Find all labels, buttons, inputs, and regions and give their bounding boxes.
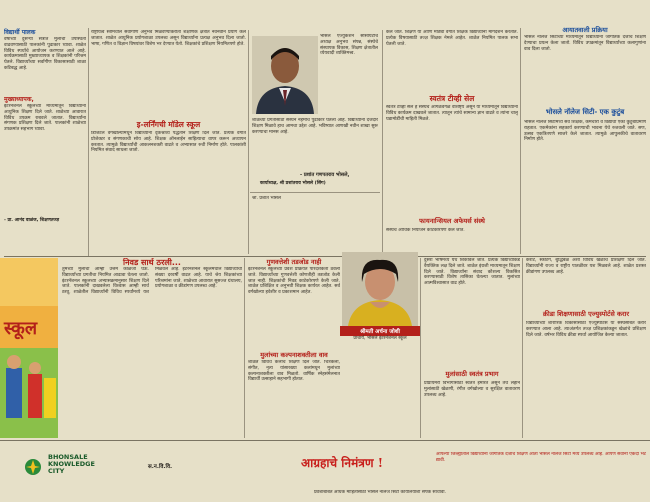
profile-body: शाळेच्या प्रगतीसाठी संस्थेने नेहमीच पुढाकार घेतला आहे. विद्यार्थ्यांना दर्जेदार शिक्षण मिळावे हाच आमचा उद्देश आहे. भविष्यात आणखी नवीन शाखा सुरू करण्याचा मानस आहे. (252, 118, 378, 135)
top-left-headline-1: विद्यार्थी पालक (4, 29, 36, 36)
divider (248, 30, 249, 254)
divider (88, 28, 89, 256)
column-4-headline-1: स्वतंत्र टीव्ही सेल (429, 94, 475, 103)
column-5 (524, 26, 646, 254)
divider (250, 192, 380, 193)
mid-right-b-body-2: विद्यार्थ्यांच्या शारीरिक विकासासाठी एज्युस्पोर्टस या संस्थेसोबत करार करण्यात आला आहे. त्याअंतर्गत तज्ज्ञ प्रशिक्षकांकडून खेळांचे प्रशिक्षण दिले जाते. वर्षभर विविध क्रीडा स्पर्धा आयोजित केल्या जातात. (526, 321, 646, 338)
school-banner (0, 258, 58, 438)
top-left-signature: - प्रा. आनंद वाळंज, शिक्षणतज्ज्ञ (4, 218, 60, 223)
mid-right-b-article (526, 258, 646, 438)
brand-mid: KNOWLEDGE (48, 460, 95, 468)
column-3-lower (252, 196, 378, 254)
column-2-headline: इ-लर्निंगची मॉडेल स्कूल (136, 120, 201, 129)
brand-top: BHONSALE (48, 453, 88, 461)
mid-left-headline: निवड सार्थ ठरली... (123, 258, 181, 267)
brand-name (48, 454, 120, 475)
profile-intro: भोसले एज्युकेशन सोसायटीचे अध्यक्ष अनुभव संपन्न, संस्थेचे संस्थापक विकास, शिक्षण क्षेत्रातील ध्येयवादी व्यक्तिमत्त्व. (320, 34, 378, 57)
column-4-body-1: केले जाते. शिक्षण या आणि मोठ्या वर्गात शिक्षक विद्यार्थ्यांना मार्गदर्शन करतात. प्रत्येक विषयासाठी तज्ज्ञ शिक्षक नेमले आहेत. शाळेत नियमित पालक सभा घेतली जाते. (386, 30, 518, 47)
divider (244, 258, 245, 438)
column-5-headline-2: भोसले नॉलेज सिटी- एक कुटुंब (545, 108, 625, 116)
profile-signature-role: कार्याध्यक्ष, श्री प्रशांतराव भोसले (सिंग) (260, 181, 326, 186)
section-divider (4, 256, 646, 257)
mid-center-body-2: शाळेत विविध कलांचे शिक्षण दिले जाते. चित्रकला, संगीत, नृत्य यांसारख्या कलांमधून मुलांच्या कल्पनाशक्तीला वाव मिळतो. वार्षिक स्नेहसंमेलनात विद्यार्थी उत्साहाने सहभागी होतात. (248, 360, 340, 383)
top-left-body-1: वर्षाच्या दुसऱ्या सत्रात मुलांची उपस्थिती वाढवण्यासाठी पालकांनी पुढाकार घ्यावा. शाळेत विविध स्पर्धांचे आयोजन करण्यात आले आहे. कार्यक्रमासाठी मुख्याध्यापक व शिक्षकांनी परिश्रम घेतले. विद्यार्थ्यांच्या सर्वांगीण विकासासाठी शाळा कटिबद्ध आहे. (4, 37, 86, 71)
mid-left-body: तुमच्या मुलांची आम्ही उत्तम काळजी घेऊ. विद्यार्थ्यांच्या प्रगतीचा नियमित आढावा घेतला जातो. इंटरनॅशनल स्कूलच्या अभ्यासक्रमानुसार शिक्षण दिले जाते. पालकांनी दाखवलेला विश्वास आम्ही सार्थ ठरवू. शाळेतील विद्यार्थ्यांनी विविध स्पर्धांमध्ये यश मिळवले आहे. इंटरनॅशनल स्कूलमधील विद्यार्थ्यांची संख्या दरवर्षी वाढत आहे. याचे श्रेय शिक्षकांच्या परिश्रमांना जाते. शाळेच्या आवारात सुसज्ज ग्रंथालय, प्रयोगशाळा व क्रीडांगण उपलब्ध आहे. (62, 267, 242, 296)
column-5-body-2: भोसले नॉलेज सिटीमध्ये सर्व शिक्षक, कर्मचारी व विद्यार्थी एका कुटुंबाप्रमाणे राहतात. एकमेकांना सहकार्य करण्याची भावना येथे रुजवली जाते. सण, उत्सव एकत्रितपणे साजरे केले जातात. त्यामुळे आपुलकीचे वातावरण निर्माण होते. (524, 120, 646, 143)
mid-right-b-headline: क्रीडा शिक्षणासाठी एज्युस्पोर्टसे करार (543, 310, 629, 318)
column-5-body-1: भोसले नॉलेज सिटीच्या माध्यमातून विद्यार्थ्यांना जागतिक दर्जाचे शिक्षण देण्याचा प्रयत्न केला जातो. विविध उपक्रमांतून विद्यार्थ्यांच्या कलागुणांना वाव दिला जातो. (524, 35, 646, 52)
mid-center-body-1: इंटरनॅशनल स्कूलच्या प्रवेश प्रक्रियेत पारदर्शकता ठेवली जाते. विद्यार्थ्यांच्या गुणवत्तेशी कोणतीही तडजोड केली जात नाही. शिक्षकांची निवड काटेकोरपणे केली जाते. शाळेत प्रशिक्षित व अनुभवी शिक्षक कार्यरत आहेत. सर्व वर्गखोल्या हवेशीर व प्रकाशमान आहेत. (248, 267, 340, 296)
invite-heading: आग्रहाचे निमंत्रण ! (301, 456, 383, 470)
column-5-headline-1: आयातवाली प्रक्रिया (562, 26, 608, 34)
divider (382, 30, 383, 254)
brand-bot: CITY (48, 467, 65, 475)
column-4-headline-2: फायनान्सियल अफेयर्स संस्थे (419, 217, 485, 225)
top-left-column (4, 28, 86, 256)
footer-bottom-text: प्रवेशाबाबत अधिक माहितीसाठी भोसले नॉलेज सिटी कार्यालयाशी संपर्क साधावा. (313, 490, 447, 495)
footer-divider (0, 440, 650, 441)
column-2-body-2: डिजिटल वर्गखोल्यांमधून विद्यार्थ्यांना दृकश्राव्य पद्धतीने शिक्षण दिले जाते. प्रत्येक वर्गात प्रोजेक्टर व संगणकाची सोय आहे. शिक्षक ऑनलाईन साहित्याचा वापर करून अध्यापन करतात. त्यामुळे विद्यार्थ्यांची आकलनशक्ती वाढते व अभ्यासात रुची निर्माण होते. पालकांशी नियमित संवाद साधला जातो. (91, 131, 246, 154)
brand-logo (24, 458, 42, 476)
divider (520, 28, 521, 254)
column-4-body-2: स्वतंत्र टीव्ही सेल हे संस्थेचे आगळेवेगळे वैशिष्ट्य असून या माध्यमातून विद्यार्थ्यांना विविध कार्यक्रम दाखवले जातात. त्यातून त्यांचे सामान्य ज्ञान वाढते व त्यांना चालू घडामोडींची माहिती मिळते. (386, 105, 518, 122)
profile-text: श्री. प्रशांत भोसले (252, 196, 282, 201)
column-4-body-3: संस्थेचे आर्थिक नियोजन काटेकोरपणे केले जाते. (386, 228, 465, 233)
principal-role: प्राचार्य, भोसले इंटरनॅशनल स्कूल (353, 336, 407, 341)
mid-right-a-headline: मुलांसाठी स्वतंत्र प्रभाग (445, 370, 499, 378)
divider (420, 258, 421, 438)
column-4 (386, 30, 518, 256)
mid-right-a-article (424, 258, 520, 438)
column-2-body-1: राष्ट्रीयत्व स्त्रीमधील सर्वांगीण अनुभव मिळवण्याकरीता शैक्षणिक क्षेत्रात नवनवीन प्रयोग केले जातात. शाळेत आधुनिक प्रयोगशाळा उपलब्ध असून विद्यार्थ्यांना प्रत्यक्ष अनुभव दिला जातो. भाषा, गणित व विज्ञान विषयांवर विशेष भर देण्यात येतो. शिक्षकांचे प्रशिक्षण नियमितपणे होते. (91, 30, 246, 47)
mid-right-b-body-1: कराटे, स्केटिंग, बुद्धिबळ अशा विविध खेळांचे प्रशिक्षण दिले जाते. विद्यार्थ्यांनी राज्य व राष्ट्रीय पातळीवर यश मिळवले आहे. शाळेत प्रशस्त क्रीडांगण उपलब्ध आहे. (526, 258, 646, 275)
mid-right-a-body-1: दुसरा भाषेमध्ये येथे शिकविले जाते. प्रत्येक विद्यार्थ्याकडे वैयक्तिक लक्ष दिले जाते. शाळेत इंग्रजी माध्यमातून शिक्षण दिले जाते. विद्यार्थ्यांना संवाद कौशल्य विकसित करण्यासाठी विशेष तासिका घेतल्या जातात. मुलांच्या आत्मविश्वासात वाढ होते. (424, 258, 520, 287)
school-banner-text: स्कूल (4, 318, 38, 339)
profile-photo (252, 36, 318, 114)
mid-center-headline-2: मुलांच्या कल्पनाशक्तीला वाव (260, 351, 328, 359)
mid-center-article (248, 258, 340, 438)
divider (522, 258, 523, 438)
mid-left-article (62, 258, 242, 438)
principal-photo (342, 252, 418, 326)
profile-signature: - प्रशांत गणपतराव भोसले, (300, 172, 350, 178)
mid-right-a-body-2: प्रीप्रायमरी विभागासाठी स्वतंत्र इमारत असून तेथे लहान मुलांसाठी खेळणी, रंगीत वर्गखोल्या व सुरक्षित वातावरण उपलब्ध आहे. (424, 381, 520, 398)
mid-center-headline-1: गुणवत्तेशी तडजोड नाही (266, 258, 322, 266)
top-left-body-2: इंटरनॅशनल स्कूलच्या माध्यमातून विद्यार्थ्यांना आधुनिक शिक्षण दिले जाते. शाळेच्या आवारात विविध उपक्रम राबवले जातात. विद्यार्थ्यांना संगणक प्रशिक्षण दिले जाते. पालकांनी शाळेच्या उपक्रमांत सहभाग घ्यावा. (4, 104, 86, 133)
top-left-headline-2: मुख्याध्यापक, (4, 96, 34, 103)
column-2 (91, 30, 246, 256)
footer-right-text: आपल्या जिल्ह्यातील विद्यार्थ्यांना जागतिक दर्जाचे शिक्षण आता भोसले नॉलेज सिटी मध्ये उपलब्ध आहे. आपण सर्वांनी एकदा भेट द्यावी. (436, 452, 646, 463)
principal-name: श्रीमती अर्चना जोशी (340, 326, 420, 336)
footer-tagline: स.न.वि.वि. (148, 464, 173, 470)
